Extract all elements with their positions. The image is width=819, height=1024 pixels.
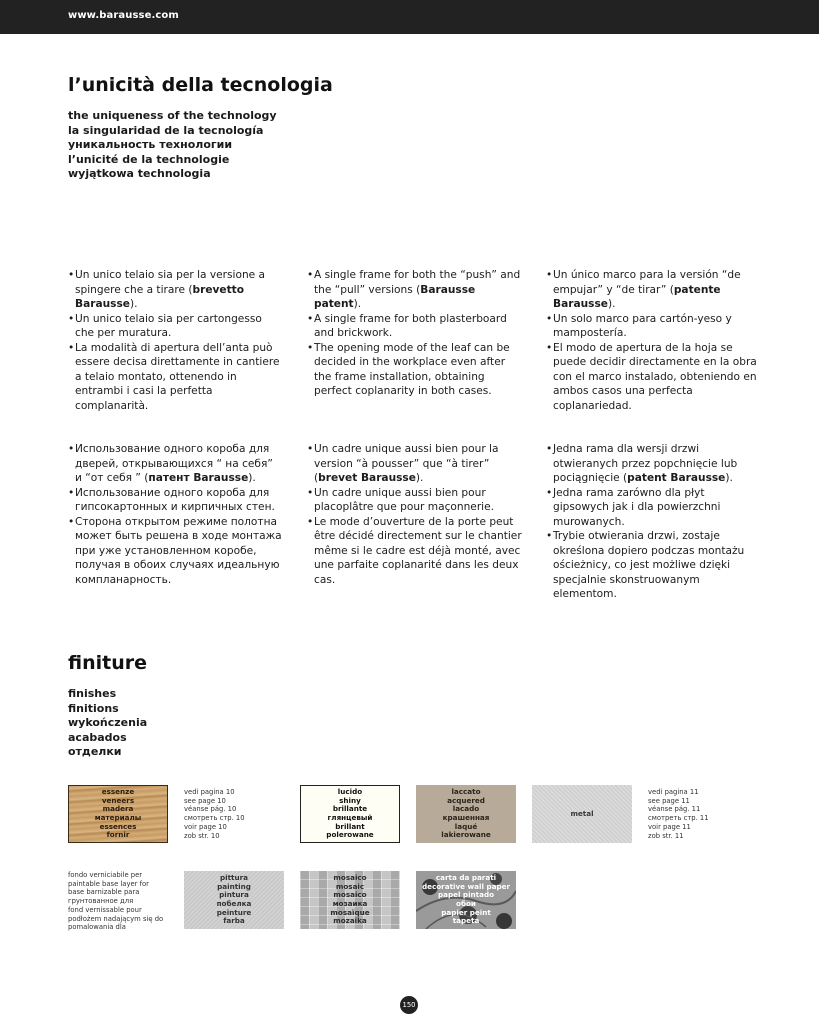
bullet-item: • Le mode d’ouverture de la porte peut être décidé directement sur le chantier même si le cadre est déjà monté, avec une parfaite coplanarité dans les deux cas.	[307, 515, 522, 588]
subtitle-en: finishes	[68, 687, 117, 700]
swatch-wallpaper: carta da parati decorative wall paper papel pintado обои papier peint tapeta	[416, 871, 516, 929]
subtitle-es: la singularidad de la tecnología	[68, 123, 264, 137]
bullet-item: • Un cadre unique aussi bien pour la version “à pousser” que “à tirer” (brevet Barausse).	[307, 442, 522, 486]
text-block-spanish	[546, 268, 761, 413]
bullet-item: • Jedna rama dla wersji drzwi otwieranych przez popchnięcie lub pociągnięcie (patent Barausse).	[546, 442, 761, 486]
top-bar	[0, 0, 819, 34]
wood-page-reference: vedi pagina 10 see page 10 véanse pág. 10 смотреть стр. 10 voir page 10 zob str. 10	[184, 788, 245, 840]
bullet-item: • A single frame for both plasterboard and brickwork.	[307, 312, 522, 341]
text-block-french	[307, 442, 522, 587]
subtitle-ru: уникальность технологии	[68, 138, 233, 151]
page-number: 150	[400, 996, 418, 1014]
bullet-item: • Un solo marco para cartón-yeso y mampostería.	[546, 312, 761, 341]
bullet-item: • La modalità di apertura dell’anta può essere decisa direttamente in cantiere a telaio montato, ottenendo in entrambi i casi la perfetta complanarità.	[68, 341, 283, 414]
subtitle-ru: отделки	[68, 745, 122, 758]
website-url[interactable]: www.barausse.com	[68, 10, 179, 21]
bullet-item: • Un cadre unique aussi bien pour placoplâtre que pour maçonnerie.	[307, 486, 522, 515]
text-block-russian	[68, 442, 283, 587]
subtitle-fr: finitions	[68, 701, 119, 715]
text-block-italian	[68, 268, 283, 413]
swatch-lacquered: laccato acquered lacado крашенная laqué lakierowane	[416, 785, 516, 843]
technology-subtitles	[68, 109, 277, 182]
metal-page-reference: vedi pagina 11 see page 11 véanse pág. 11 смотреть стр. 11 voir page 11 zob str. 11	[648, 788, 709, 840]
bullet-item: • Jedna rama zarówno dla płyt gipsowych jak i dla powierzchni murowanych.	[546, 486, 761, 530]
swatch-metal: metal	[532, 785, 632, 843]
finishes-subtitles	[68, 687, 147, 760]
bullet-item: • El modo de apertura de la hoja se puede decidir directamente en la obra con el marco instalado, obteniendo en ambos casos una perfecta coplanariedad.	[546, 341, 761, 414]
bullet-item: • Использование одного короба для дверей, открывающихся “ на себя” и “от себя ” (патент Barausse).	[68, 442, 283, 486]
swatch-shiny: lucido shiny brillante глянцевый brillant polerowane	[300, 785, 400, 843]
subtitle-en: the uniqueness of the technology	[68, 109, 277, 122]
bullet-item: • Использование одного короба для гипсокартонных и кирпичных стен.	[68, 486, 283, 515]
bullet-item: • Trybie otwierania drzwi, zostaje określona dopiero podczas montażu ościeżnicy, co jest możliwe dzięki specjalnie skonstruowanym elementom.	[546, 529, 761, 602]
subtitle-es: acabados	[68, 730, 127, 744]
bullet-item: • Un unico telaio sia per la versione a spingere che a tirare (brevetto Barausse).	[68, 268, 283, 312]
bullet-item: • Сторона открытом режиме полотна может быть решена в ходе монтажа при уже установленном коробе, получая в обоих случаях идеальную компланарность.	[68, 515, 283, 588]
subtitle-pl: wyjątkowa technologia	[68, 167, 211, 180]
bullet-item: • Un unico telaio sia per cartongesso che per muratura.	[68, 312, 283, 341]
bullet-item: • Un único marco para la versión “de empujar” y “de tirar” (patente Barausse).	[546, 268, 761, 312]
bullet-item: • The opening mode of the leaf can be decided in the workplace even after the frame installation, obtaining perfect coplanarity in both cases.	[307, 341, 522, 399]
base-layer-note: fondo verniciabile per paintable base layer for base barnizable para грунтованное для fond vernissable pour podłożem nadającym się do pomalowania dla	[68, 871, 164, 932]
swatch-mosaic: mosaico mosaic mosaico мозаика mosaïque mozaika	[300, 871, 400, 929]
bullet-item: • A single frame for both the “push” and the “pull” versions (Barausse patent).	[307, 268, 522, 312]
finishes-title: finiture	[68, 652, 147, 674]
technology-title: l’unicità della tecnologia	[68, 74, 333, 96]
text-block-polish	[546, 442, 761, 602]
text-block-english	[307, 268, 522, 399]
subtitle-pl: wykończenia	[68, 716, 148, 729]
swatch-paint: pittura painting pintura побелка peinture farba	[184, 871, 284, 929]
subtitle-fr: l’unicité de la technologie	[68, 152, 230, 166]
swatch-wood-veneer: essenze veneers madera материалы essences fornir	[68, 785, 168, 843]
